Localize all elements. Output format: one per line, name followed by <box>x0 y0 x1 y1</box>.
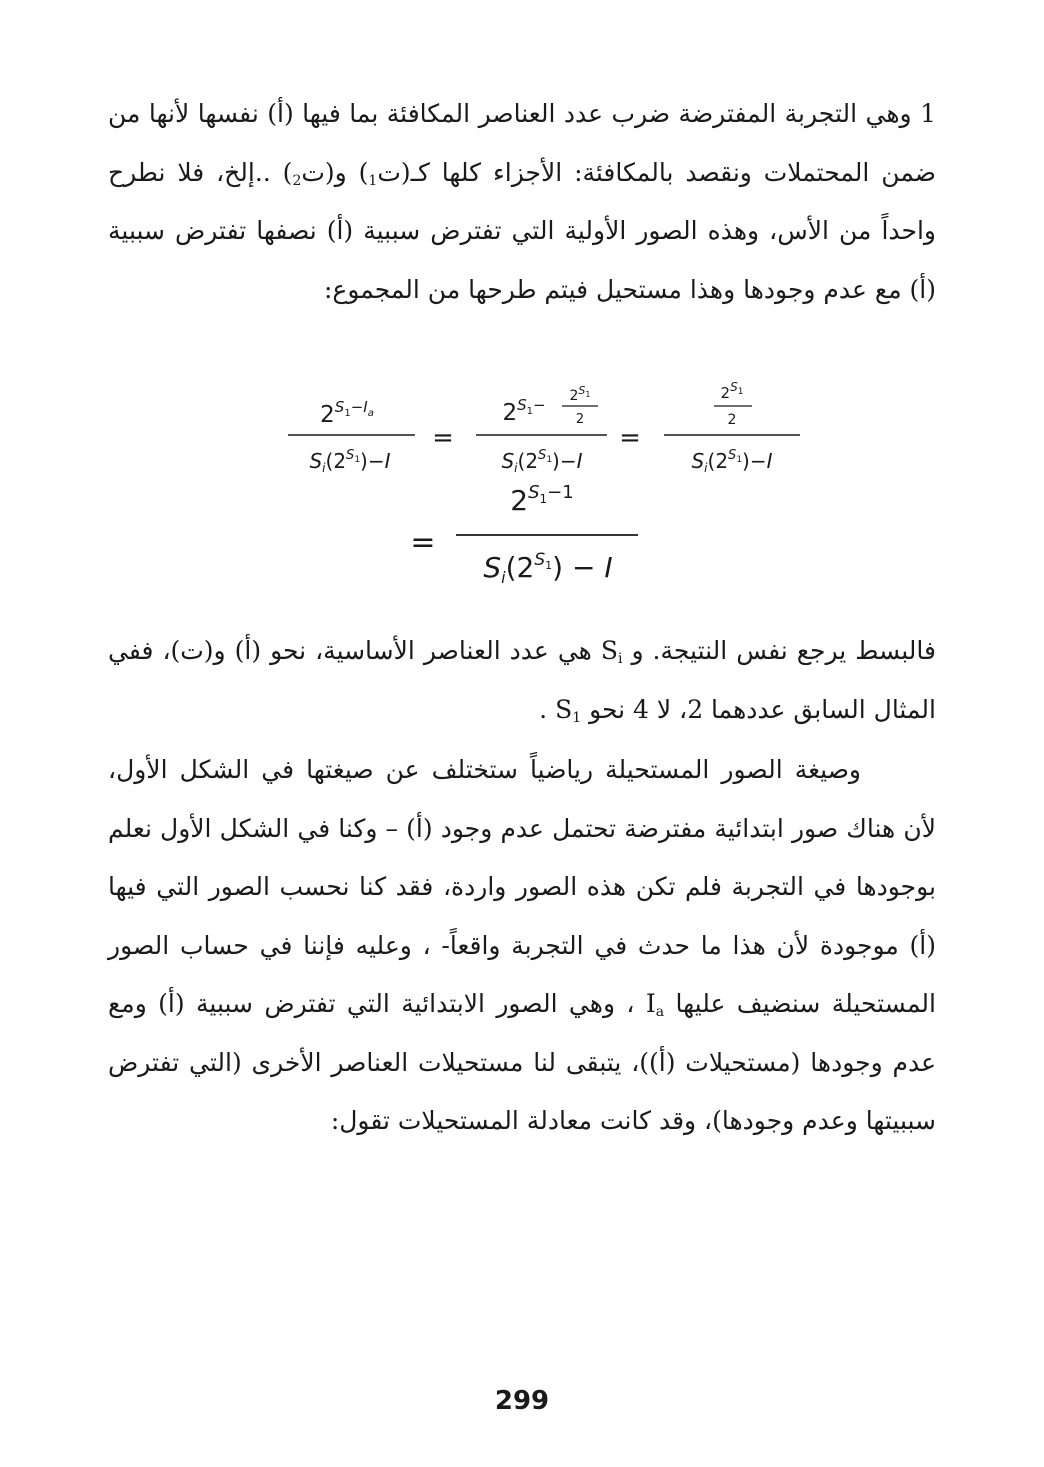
fraction-3 <box>664 380 800 475</box>
paragraph-2-text-c: . <box>539 694 556 724</box>
equals-sign-3: = <box>410 525 436 560</box>
paragraph-3-text-b: ، وهي الصور الابتدائية التي تفترض سببية (أ) ومع عدم وجودها (مستحيلات (أ))، يتبقى لنا مستحيلات العناصر الأخرى (التي تفترض سببيتها وعدم وجودها)، وقد كانت معادلة المستحيلات تقول: <box>108 989 936 1135</box>
svg-text:2S1−1: $2^S1-1$ <box>510 482 574 517</box>
svg-text:Si(2S1)−I: $S_i(2^S1)-I$ <box>501 448 583 475</box>
fraction-1 <box>288 398 415 475</box>
svg-text:2: 2 <box>575 412 585 427</box>
subscript-1: 1 <box>368 172 378 189</box>
svg-text:2S1−Ia: $2^S1-Ia$ <box>320 398 374 428</box>
paragraph-2 <box>108 622 936 739</box>
paragraph-2-text-a: فالبسط يرجع نفس النتيجة. و <box>622 636 936 665</box>
svg-text:Si(2S1)−I: $S_i(2^S1)-I$ <box>691 448 773 475</box>
paragraph-3 <box>108 741 936 1151</box>
paragraph-1 <box>108 85 936 319</box>
symbol-ia: $I_a$ <box>645 989 665 1020</box>
fraction-4 <box>456 482 638 587</box>
paragraph-2-text-b: هي عدد العناصر الأساسية، نحو (أ) و(ت)، ففي المثال السابق عددهما 2، لا 4 نحو <box>108 636 936 724</box>
equals-sign-2: = <box>619 423 641 453</box>
equation-block <box>280 370 820 590</box>
page-number: 299 <box>494 1386 550 1416</box>
svg-text:2S1: $2^S_1$ <box>720 380 744 402</box>
svg-text:2S1−: $2^S1-$ <box>502 396 546 426</box>
svg-text:2S1: $2^S_1$ <box>569 384 591 404</box>
svg-text:2: 2 <box>727 412 737 428</box>
paragraph-1-text-b: ) و(ت <box>301 157 369 187</box>
symbol-s1: $S_1$ <box>555 694 582 726</box>
equals-sign-1: = <box>432 423 454 453</box>
svg-text:Si(2S1) − I: $S_i(2^S1) - I$ <box>483 550 613 587</box>
symbol-si: $S_i$ <box>600 636 623 667</box>
fraction-2 <box>476 384 607 475</box>
paragraph-1-text-a: 1 وهي التجربة المفترضة ضرب عدد العناصر المكافئة بما فيها (أ) نفسها لأنها من ضمن المحتملات ونقصد بالمكافئة: الأجزاء كلها كـ(ت <box>108 99 937 187</box>
svg-text:Si(2S1)−I: $S_i(2^S1)-I$ <box>309 448 391 475</box>
paragraph-1-text-c: ) ..إلخ، فلا نطرح واحداً من الأس، وهذه الصور الأولية التي تفترض سببية (أ) نصفها تفترض سببية (أ) مع عدم وجودها وهذا مستحيل فيتم طرحها من المجموع: <box>108 157 936 304</box>
subscript-2: 2 <box>292 172 302 189</box>
paragraph-3-text-a: وصيغة الصور المستحيلة رياضياً ستختلف عن صيغتها في الشكل الأول، لأن هناك صور ابتدائية مفترضة تحتمل عدم وجود (أ) – وكنا في الشكل الأول نعلم بوجودها في التجربة فلم تكن هذه الصور واردة، فقد كنا نحسب الصور التي فيها (أ) موجودة لأن هذا ما حدث في التجربة واقعاً- ، وعليه فإننا في حساب الصور المستحيلة سنضيف عليها <box>108 755 936 1018</box>
